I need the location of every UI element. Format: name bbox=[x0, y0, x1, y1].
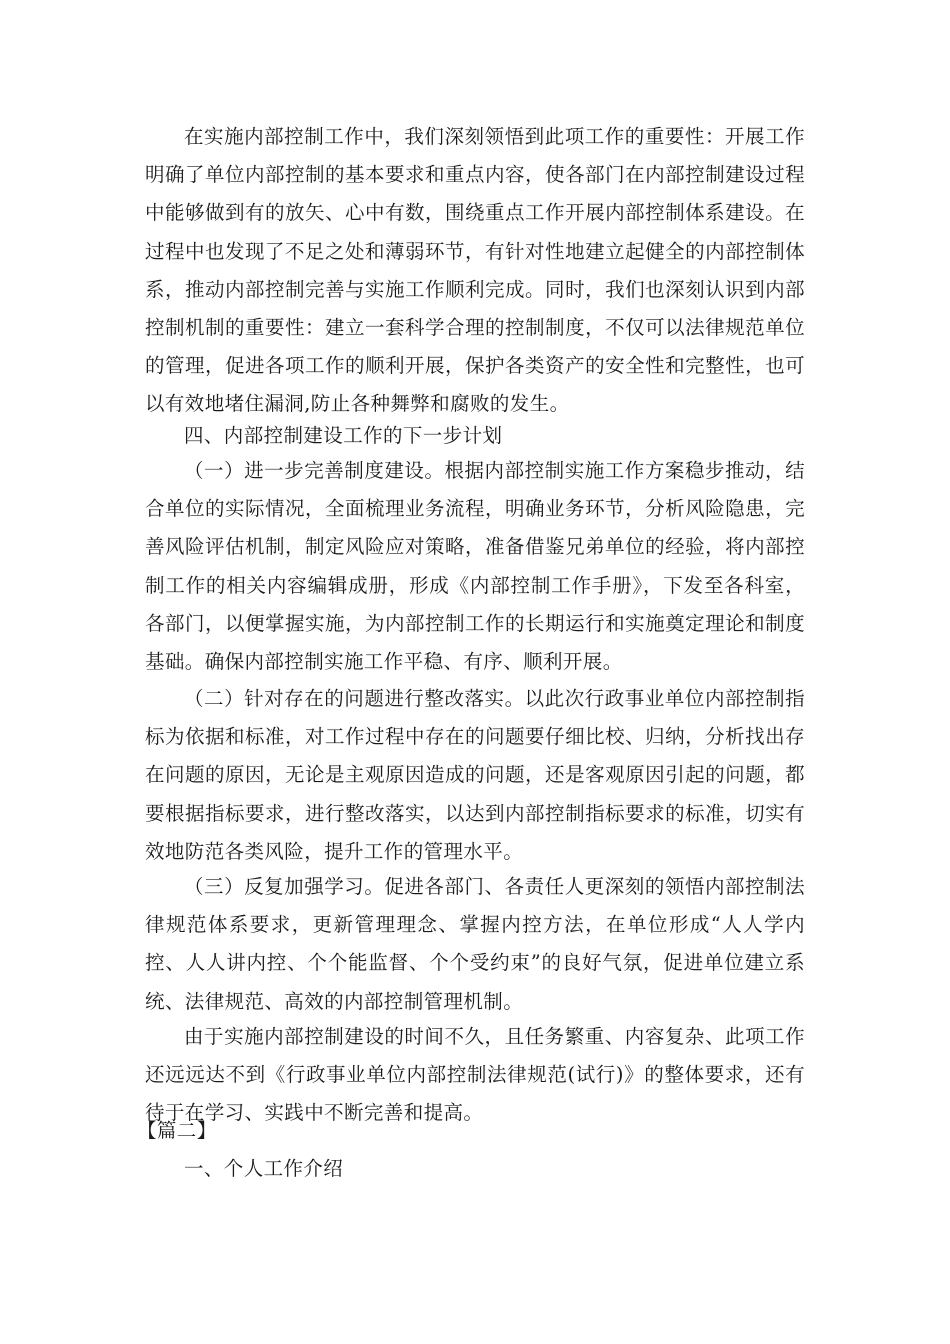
body-paragraph-rectification: （二）针对存在的问题进行整改落实。以此次行政事业单位内部控制指标为依据和标准，对工作过程中存在的问题要仔细比校、归纳，分析找出存在问题的原因，无论是主观原因造成的问题，还是客观原因引起的问题，都要根据指标要求，进行整改落实，以达到内部控制指标要求的标准，切实有效地防范各类风险，提升工作的管理水平。 bbox=[145, 687, 805, 863]
body-paragraph-conclusion: 由于实施内部控制建设的时间不久，且任务繁重、内容复杂、此项工作还远远达不到《行政事业单位内部控制法律规范(试行)》的整体要求，还有待于在学习、实践中不断完善和提高。 bbox=[145, 1025, 805, 1125]
section-heading-personal-intro: 一、个人工作介绍 bbox=[184, 1157, 344, 1180]
body-paragraph-learning: （三）反复加强学习。促进各部门、各责任人更深刻的领悟内部控制法律规范体系要求，更新管理理念、掌握内控方法，在单位形成“人人学内控、人人讲内控、个个能监督、个个受约束”的良好气氛，促进单位建立系统、法律规范、高效的内部控制管理机制。 bbox=[145, 875, 805, 1013]
section-heading-next-steps: 四、内部控制建设工作的下一步计划 bbox=[184, 424, 503, 447]
body-paragraph-system-building: （一）进一步完善制度建设。根据内部控制实施工作方案稳步推动，结合单位的实际情况，全面梳理业务流程，明确业务环节，分析风险隐患，完善风险评估机制，制定风险应对策略，准备借鉴兄弟单位的经验，将内部控制工作的相关内容编辑成册，形成《内部控制工作手册》，下发至各科室，各部门，以便掌握实施，为内部控制工作的长期运行和实施奠定理论和制度基础。确保内部控制实施工作平稳、有序、顺利开展。 bbox=[145, 459, 805, 674]
section-marker-part-two: 【篇二】 bbox=[137, 1119, 217, 1142]
body-paragraph-importance: 在实施内部控制工作中，我们深刻领悟到此项工作的重要性：开展工作明确了单位内部控制的基本要求和重点内容，使各部门在内部控制建设过程中能够做到有的放矢、心中有数，围绕重点工作开展内部控制体系建设。在过程中也发现了不足之处和薄弱环节，有针对性地建立起健全的内部控制体系，推动内部控制完善与实施工作顺利完成。同时，我们也深刻认识到内部控制机制的重要性：建立一套科学合理的控制制度，不仅可以法律规范单位的管理，促进各项工作的顺利开展，保护各类资产的安全性和完整性，也可以有效地堵住漏洞,防止各种舞弊和腐败的发生。 bbox=[145, 125, 805, 416]
